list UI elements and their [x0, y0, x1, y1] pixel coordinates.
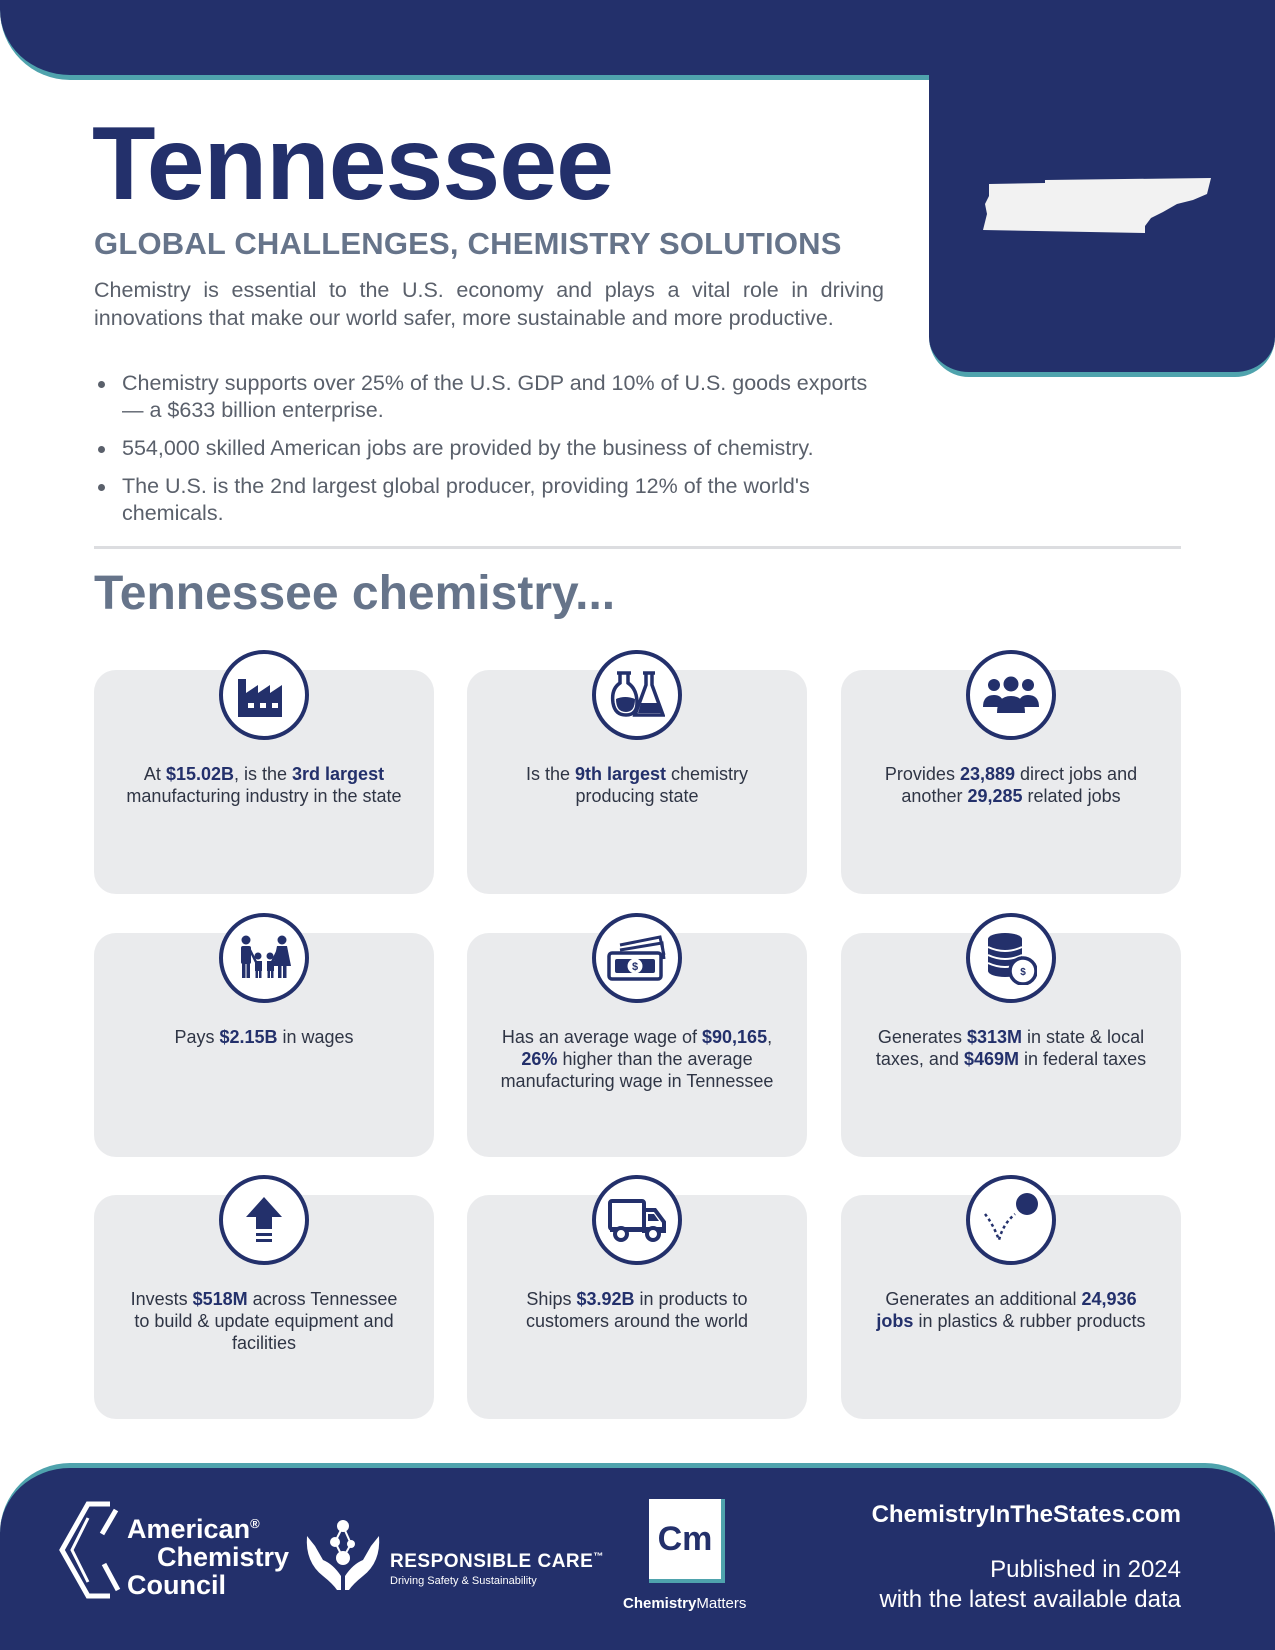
truck-icon — [607, 1198, 667, 1242]
stat-card-taxes — [841, 933, 1181, 1157]
factory-icon — [236, 671, 292, 719]
stat-card-wages — [94, 933, 434, 1157]
highlight-value: $313M — [966, 1027, 1023, 1047]
card-text-fragment: At — [143, 764, 166, 784]
bouncing-ball-icon — [981, 1190, 1041, 1250]
page-subtitle: GLOBAL CHALLENGES, CHEMISTRY SOLUTIONS — [94, 226, 842, 261]
section-divider — [94, 546, 1181, 549]
card-text-fragment: Invests — [130, 1289, 193, 1309]
card-text — [124, 1288, 404, 1354]
stat-card-plastics-jobs — [841, 1195, 1181, 1419]
people-group-icon — [981, 675, 1041, 715]
highlight-value: $469M — [963, 1049, 1020, 1069]
svg-text:$: $ — [1020, 967, 1026, 978]
highlight-value: 3rd largest — [292, 764, 385, 784]
card-text-fragment: higher than the average manufacturing wage in Tennessee — [500, 1049, 774, 1091]
card-text — [871, 1026, 1151, 1070]
responsible-care-hands-icon — [303, 1516, 383, 1592]
highlight-value: 24,936 jobs — [876, 1289, 1137, 1331]
highlight-value: $3.92B — [576, 1289, 635, 1309]
card-text-fragment: , is the — [234, 764, 293, 784]
responsible-care-tagline: Driving Safety & Sustainability — [390, 1575, 537, 1587]
registered-mark: ® — [250, 1516, 260, 1531]
tennessee-map-icon — [981, 178, 1211, 236]
stat-card-manufacturing-rank — [94, 670, 434, 894]
card-text-fragment: manufacturing industry in the state — [126, 786, 402, 806]
card-text — [497, 1026, 777, 1092]
page-title: Tennessee — [92, 106, 613, 222]
intro-paragraph: Chemistry is essential to the U.S. economy and plays a vital role in driving innovations that make our world safer, more sustainable and more productive. — [94, 278, 884, 330]
acc-line-2: Chemistry — [157, 1542, 290, 1572]
card-text — [871, 1288, 1151, 1332]
coins-icon — [985, 931, 1037, 985]
card-text — [124, 763, 404, 807]
flasks-icon — [609, 669, 665, 721]
card-text-fragment: across Tennessee to build & update equipment and facilities — [134, 1289, 398, 1353]
state-map-panel — [929, 0, 1275, 377]
card-text-fragment: in plastics & rubber products — [913, 1311, 1146, 1331]
card-text-fragment: Has an average wage of — [501, 1027, 703, 1047]
highlight-value: $518M — [192, 1289, 248, 1309]
card-text-fragment: Generates — [877, 1027, 967, 1047]
highlight-value: $2.15B — [219, 1027, 278, 1047]
website-link[interactable]: ChemistryInTheStates.com — [871, 1501, 1181, 1528]
cm-label-bold: Chemistry — [623, 1595, 697, 1612]
card-text-fragment: related jobs — [1022, 786, 1121, 806]
published-line-1: Published in 2024 — [990, 1556, 1181, 1583]
cm-label-rest: Matters — [696, 1595, 747, 1612]
responsible-care-name — [390, 1551, 604, 1573]
acc-logo-text — [127, 1510, 289, 1599]
card-text — [497, 763, 777, 807]
card-text-fragment: in wages — [277, 1027, 354, 1047]
stat-card-average-wage — [467, 933, 807, 1157]
card-text-fragment: Provides — [884, 764, 960, 784]
svg-text:$: $ — [631, 961, 639, 973]
card-text-fragment: chemistry producing state — [575, 764, 749, 806]
acc-line-1: American — [127, 1514, 251, 1544]
rc-name-text: RESPONSIBLE CARE — [390, 1551, 594, 1572]
chemistry-matters-label — [623, 1595, 746, 1612]
arrow-up-icon — [244, 1195, 284, 1245]
chemistry-matters-logo: Cm — [649, 1499, 725, 1583]
section-title: Tennessee chemistry... — [94, 567, 616, 620]
highlight-value: $15.02B — [165, 764, 234, 784]
card-text-fragment: in products to customers around the world — [525, 1289, 749, 1331]
hexagon-logo-icon — [58, 1500, 138, 1616]
stat-card-producer-rank — [467, 670, 807, 894]
publication-note — [879, 1555, 1181, 1615]
card-text-fragment: Ships — [526, 1289, 577, 1309]
money-icon — [606, 935, 668, 981]
card-text-fragment: direct jobs and another — [901, 764, 1138, 806]
card-text — [124, 1026, 404, 1048]
list-item: The U.S. is the 2nd largest global producer, providing 12% of the world's chemicals. — [94, 473, 894, 527]
highlight-value: $90,165 — [702, 1027, 768, 1047]
card-text — [871, 763, 1151, 807]
stat-card-shipments — [467, 1195, 807, 1419]
card-text-fragment: in federal taxes — [1019, 1049, 1147, 1069]
stat-card-investment — [94, 1195, 434, 1419]
card-text-fragment: Generates an additional — [885, 1289, 1082, 1309]
stat-card-jobs — [841, 670, 1181, 894]
card-text-fragment: in state & local taxes, and — [875, 1027, 1145, 1069]
list-item: 554,000 skilled American jobs are provided by the business of chemistry. — [94, 435, 894, 462]
highlight-value: 9th largest — [574, 764, 667, 784]
key-facts-list — [94, 370, 894, 538]
published-line-2: with the latest available data — [879, 1586, 1181, 1613]
highlight-value: 26% — [521, 1049, 558, 1069]
card-text — [497, 1288, 777, 1332]
highlight-value: 29,285 — [967, 786, 1023, 806]
highlight-value: 23,889 — [959, 764, 1016, 784]
card-text-fragment: Pays — [174, 1027, 220, 1047]
card-text-fragment: Is the — [525, 764, 575, 784]
family-icon — [236, 934, 292, 982]
trademark-mark: ™ — [593, 1551, 604, 1563]
list-item: Chemistry supports over 25% of the U.S. GDP and 10% of U.S. goods exports — a $633 billion enterprise. — [94, 370, 894, 424]
card-text-fragment: , — [767, 1027, 773, 1047]
acc-line-3: Council — [127, 1570, 226, 1600]
